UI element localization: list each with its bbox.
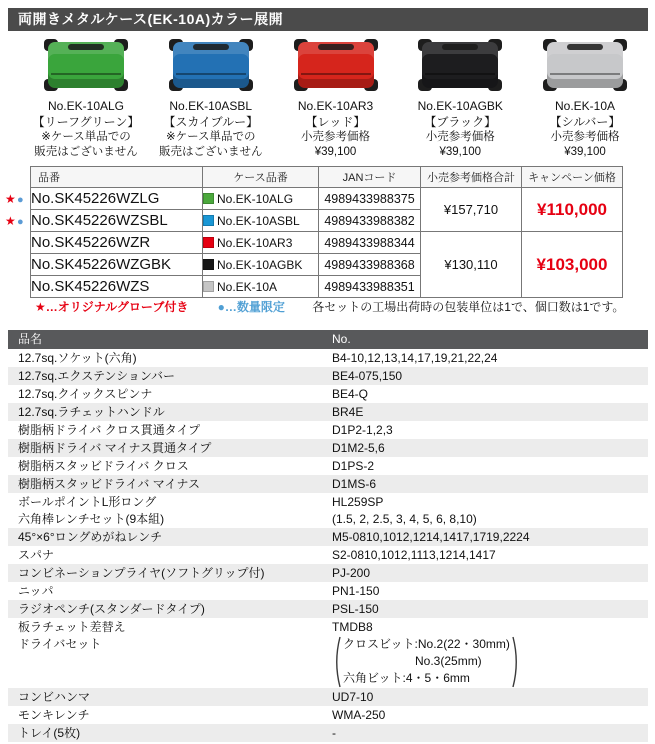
part-name-line: 12.7sq.ソケット(六角) bbox=[18, 350, 137, 365]
part-name-line: 樹脂柄スタッビドライバ クロス bbox=[18, 458, 189, 473]
part-no-line: BE4-075,150 bbox=[332, 368, 403, 383]
item-number-cell: No.SK45226WZSBL bbox=[31, 210, 203, 232]
star-marker-icon: ★ bbox=[5, 192, 16, 206]
part-no-cell bbox=[332, 619, 648, 688]
part-name-line: ニッパ bbox=[18, 583, 54, 598]
part-name-line: ドライバセット bbox=[18, 636, 102, 651]
part-name-cell bbox=[8, 404, 332, 421]
price-table-header-row bbox=[31, 167, 623, 188]
part-name-line: トレイ(5枚) bbox=[18, 725, 81, 740]
page-title: 両開きメタルケース(EK-10A)カラー展開 bbox=[8, 8, 648, 31]
jan-code-cell: 4989433988375 bbox=[319, 188, 421, 210]
header-jan-code: JANコード bbox=[319, 167, 421, 188]
part-no-cell bbox=[332, 458, 648, 475]
dot-marker-icon: ● bbox=[17, 194, 24, 206]
product-color-name: 【リーフグリーン】 bbox=[32, 115, 140, 129]
part-no-line: PSL-150 bbox=[332, 601, 379, 616]
case-lid-seam bbox=[301, 73, 371, 75]
part-name-cell bbox=[8, 529, 332, 546]
left-paren-icon bbox=[332, 636, 341, 688]
toolcase-icon bbox=[168, 38, 254, 92]
part-name-cell bbox=[8, 565, 332, 582]
part-no-cell bbox=[332, 404, 648, 421]
header-part-no: No. bbox=[332, 332, 351, 346]
part-no-line: B4-10,12,13,14,17,19,21,22,24 bbox=[332, 350, 498, 365]
part-no-line: HL259SP bbox=[332, 494, 384, 509]
color-swatch-icon bbox=[203, 193, 214, 204]
product-code: No.EK-10AR3 bbox=[297, 99, 374, 113]
parts-row bbox=[8, 439, 648, 457]
part-no-cell bbox=[332, 689, 648, 706]
part-no-cell bbox=[332, 583, 648, 600]
retail-total-cell: ¥130,110 bbox=[421, 232, 522, 298]
part-no-line: BR4E bbox=[332, 404, 364, 419]
legend-packing-note: 各セットの工場出荷時の包装単位は1で、個口数は1です。 bbox=[312, 300, 625, 314]
part-name-cell bbox=[8, 619, 332, 688]
case-code-text: No.EK-10AR3 bbox=[217, 235, 293, 250]
part-name-cell bbox=[8, 707, 332, 724]
price-table bbox=[30, 166, 623, 298]
header-item-number: 品番 bbox=[31, 167, 203, 188]
part-no-line: TMDB8 bbox=[332, 619, 373, 634]
part-name-cell bbox=[8, 350, 332, 367]
part-no-line: D1MS-6 bbox=[332, 476, 377, 491]
product-code: No.EK-10AGBK bbox=[417, 99, 503, 113]
part-no-cell bbox=[332, 476, 648, 493]
case-code-text: No.EK-10A bbox=[217, 279, 278, 294]
color-swatch-icon bbox=[203, 281, 214, 292]
case-lid-seam bbox=[425, 73, 495, 75]
parts-row bbox=[8, 528, 648, 546]
color-swatch-icon bbox=[203, 259, 214, 270]
parts-row bbox=[8, 385, 648, 403]
part-no-line: D1M2-5,6 bbox=[332, 440, 385, 455]
product-note-line2: 販売はございません bbox=[34, 146, 138, 158]
color-swatch-icon bbox=[203, 237, 214, 248]
case-number-cell bbox=[203, 188, 319, 210]
product-note-line1: ※ケース単品での bbox=[41, 131, 131, 143]
price-table-section bbox=[0, 166, 655, 298]
parts-row bbox=[8, 493, 648, 528]
jan-code-cell: 4989433988368 bbox=[319, 254, 421, 276]
dot-marker-icon: ● bbox=[17, 216, 24, 228]
case-handle-slot bbox=[318, 44, 354, 50]
price-table-row bbox=[31, 188, 623, 210]
campaign-price-cell: ¥103,000 bbox=[522, 232, 623, 298]
part-no-cell bbox=[332, 601, 648, 618]
case-lid-seam bbox=[550, 73, 620, 75]
item-number-cell: No.SK45226WZS bbox=[31, 276, 203, 298]
part-no-line: PN1-150 bbox=[332, 583, 380, 598]
part-no-cell bbox=[332, 725, 648, 742]
product-card bbox=[400, 36, 520, 160]
product-note-line2: ¥39,100 bbox=[314, 146, 357, 158]
product-code: No.EK-10ASBL bbox=[169, 99, 253, 113]
case-code-text: No.EK-10AGBK bbox=[217, 257, 303, 272]
part-name-line: 樹脂柄スタッビドライバ マイナス bbox=[18, 476, 201, 491]
part-name-cell bbox=[8, 476, 332, 493]
bits-line-2: No.3(25mm) bbox=[415, 654, 482, 668]
case-handle-slot bbox=[68, 44, 104, 50]
part-name-line: 樹脂柄ドライバ クロス貫通タイプ bbox=[18, 422, 201, 437]
part-name-line: ボールポイントL形ロング bbox=[18, 494, 157, 509]
parts-row bbox=[8, 403, 648, 421]
toolcase-icon bbox=[43, 38, 129, 92]
part-no-cell bbox=[332, 529, 648, 546]
part-name-cell bbox=[8, 368, 332, 385]
star-marker-icon: ★ bbox=[5, 214, 16, 228]
part-name-line: 六角棒レンチセット(9本組) bbox=[18, 511, 165, 526]
parts-row bbox=[8, 706, 648, 724]
parts-row bbox=[8, 724, 648, 742]
toolcase-icon bbox=[542, 38, 628, 92]
part-no-line: D1PS-2 bbox=[332, 458, 375, 473]
product-note-line1: 小売参考価格 bbox=[425, 131, 495, 143]
part-no-line: BE4-Q bbox=[332, 386, 369, 401]
header-campaign-price: キャンペーン価格 bbox=[522, 167, 623, 188]
part-name-cell bbox=[8, 689, 332, 706]
product-code: No.EK-10ALG bbox=[47, 99, 125, 113]
product-card bbox=[525, 36, 645, 160]
part-name-line: 12.7sq.エクステンションバー bbox=[18, 368, 176, 383]
product-code: No.EK-10A bbox=[554, 99, 616, 113]
case-lid-seam bbox=[51, 73, 121, 75]
header-retail-total: 小売参考価格合計 bbox=[421, 167, 522, 188]
case-number-cell bbox=[203, 276, 319, 298]
product-color-name: 【スカイブルー】 bbox=[163, 115, 259, 129]
parts-row bbox=[8, 367, 648, 385]
parts-table-header bbox=[8, 330, 648, 349]
parts-row bbox=[8, 582, 648, 600]
part-name-cell bbox=[8, 422, 332, 439]
jan-code-cell: 4989433988344 bbox=[319, 232, 421, 254]
part-no-cell bbox=[332, 350, 648, 367]
product-note-line1: 小売参考価格 bbox=[301, 131, 370, 143]
part-name-line: モンキレンチ bbox=[18, 707, 90, 722]
parts-row bbox=[8, 457, 648, 475]
parts-row bbox=[8, 688, 648, 706]
legend-star-note: ★…オリジナルグローブ付き bbox=[35, 300, 189, 314]
part-no-line: WMA-250 bbox=[332, 707, 386, 722]
case-code-text: No.EK-10ALG bbox=[217, 191, 294, 206]
bits-lines bbox=[343, 636, 510, 687]
part-no-cell bbox=[332, 422, 648, 439]
color-swatch-icon bbox=[203, 215, 214, 226]
item-number-cell: No.SK45226WZR bbox=[31, 232, 203, 254]
part-no-cell bbox=[332, 368, 648, 385]
case-code-text: No.EK-10ASBL bbox=[217, 213, 300, 228]
parts-table bbox=[8, 330, 648, 742]
part-name-line: 45°×6°ロングめがねレンチ bbox=[18, 529, 163, 544]
product-card bbox=[276, 36, 396, 160]
case-lid-seam bbox=[176, 73, 246, 75]
product-gallery bbox=[0, 36, 655, 160]
parts-row bbox=[8, 546, 648, 564]
bits-line-1: クロスビット:No.2(22・30mm) bbox=[343, 637, 510, 651]
part-name-cell bbox=[8, 601, 332, 618]
parts-row bbox=[8, 421, 648, 439]
case-number-cell bbox=[203, 232, 319, 254]
part-name-cell bbox=[8, 440, 332, 457]
case-handle-slot bbox=[442, 44, 478, 50]
part-no-line: - bbox=[332, 725, 336, 740]
part-no-cell bbox=[332, 565, 648, 582]
part-name-cell bbox=[8, 458, 332, 475]
item-number-cell: No.SK45226WZLG bbox=[31, 188, 203, 210]
legend-dot-note: ●…数量限定 bbox=[217, 300, 285, 314]
part-name-line: スパナ bbox=[18, 547, 55, 562]
retail-total-cell: ¥157,710 bbox=[421, 188, 522, 232]
product-color-name: 【シルバー】 bbox=[549, 115, 621, 129]
part-no-cell bbox=[332, 707, 648, 724]
product-note-line1: ※ケース単品での bbox=[165, 131, 256, 143]
part-name-line: ラジオペンチ(スタンダードタイプ) bbox=[18, 601, 205, 616]
part-name-cell bbox=[8, 547, 332, 564]
part-name-line: 12.7sq.クイックスピンナ bbox=[18, 386, 153, 401]
part-no-line: D1P2-1,2,3 bbox=[332, 422, 393, 437]
part-name-cell bbox=[8, 494, 332, 528]
part-no-line: PJ-200 bbox=[332, 565, 371, 580]
product-card bbox=[151, 36, 271, 160]
part-name-line: 板ラチェット差替え bbox=[18, 619, 126, 634]
part-no-cell bbox=[332, 494, 648, 528]
parts-row bbox=[8, 475, 648, 493]
parts-row bbox=[8, 600, 648, 618]
parts-table-body bbox=[8, 349, 648, 742]
product-color-name: 【ブラック】 bbox=[424, 115, 497, 129]
part-no-line: M5-0810,1012,1214,1417,1719,2224 bbox=[332, 529, 530, 544]
campaign-price-cell: ¥110,000 bbox=[522, 188, 623, 232]
header-part-name: 品名 bbox=[18, 332, 43, 346]
part-name-line: 12.7sq.ラチェットハンドル bbox=[18, 404, 165, 419]
product-card bbox=[26, 36, 146, 160]
part-name-line: コンビハンマ bbox=[18, 689, 91, 704]
parts-row bbox=[8, 349, 648, 367]
product-note-line2: ¥39,100 bbox=[439, 146, 482, 158]
part-no-line: UD7-10 bbox=[332, 689, 374, 704]
driver-set-bits bbox=[332, 636, 648, 688]
case-number-cell bbox=[203, 254, 319, 276]
product-note-line2: 販売はございません bbox=[159, 146, 263, 158]
right-paren-icon bbox=[512, 636, 521, 688]
part-name-cell bbox=[8, 725, 332, 742]
case-handle-slot bbox=[193, 44, 229, 50]
product-note-line1: 小売参考価格 bbox=[550, 131, 620, 143]
part-name-line: 樹脂柄ドライバ マイナス貫通タイプ bbox=[18, 440, 212, 455]
jan-code-cell: 4989433988382 bbox=[319, 210, 421, 232]
header-case-number: ケース品番 bbox=[203, 167, 319, 188]
part-no-cell bbox=[332, 547, 648, 564]
product-note-line2: ¥39,100 bbox=[564, 146, 606, 158]
parts-row bbox=[8, 618, 648, 688]
item-number-cell: No.SK45226WZGBK bbox=[31, 254, 203, 276]
part-no-cell bbox=[332, 386, 648, 403]
legend bbox=[35, 298, 624, 315]
price-table-row bbox=[31, 232, 623, 254]
part-no-line: S2-0810,1012,1113,1214,1417 bbox=[332, 547, 496, 562]
part-name-line: コンビネーションプライヤ(ソフトグリップ付) bbox=[18, 565, 265, 580]
case-handle-slot bbox=[567, 44, 603, 50]
part-name-cell bbox=[8, 583, 332, 600]
product-color-name: 【レッド】 bbox=[305, 115, 366, 129]
jan-code-cell: 4989433988351 bbox=[319, 276, 421, 298]
toolcase-icon bbox=[417, 38, 503, 92]
toolcase-icon bbox=[293, 38, 379, 92]
case-number-cell bbox=[203, 210, 319, 232]
part-no-cell bbox=[332, 440, 648, 457]
part-no-line: (1.5, 2, 2.5, 3, 4, 5, 6, 8,10) bbox=[332, 511, 477, 526]
part-name-cell bbox=[8, 386, 332, 403]
parts-row bbox=[8, 564, 648, 582]
bits-line-3: 六角ビット:4・5・6mm bbox=[343, 671, 470, 685]
